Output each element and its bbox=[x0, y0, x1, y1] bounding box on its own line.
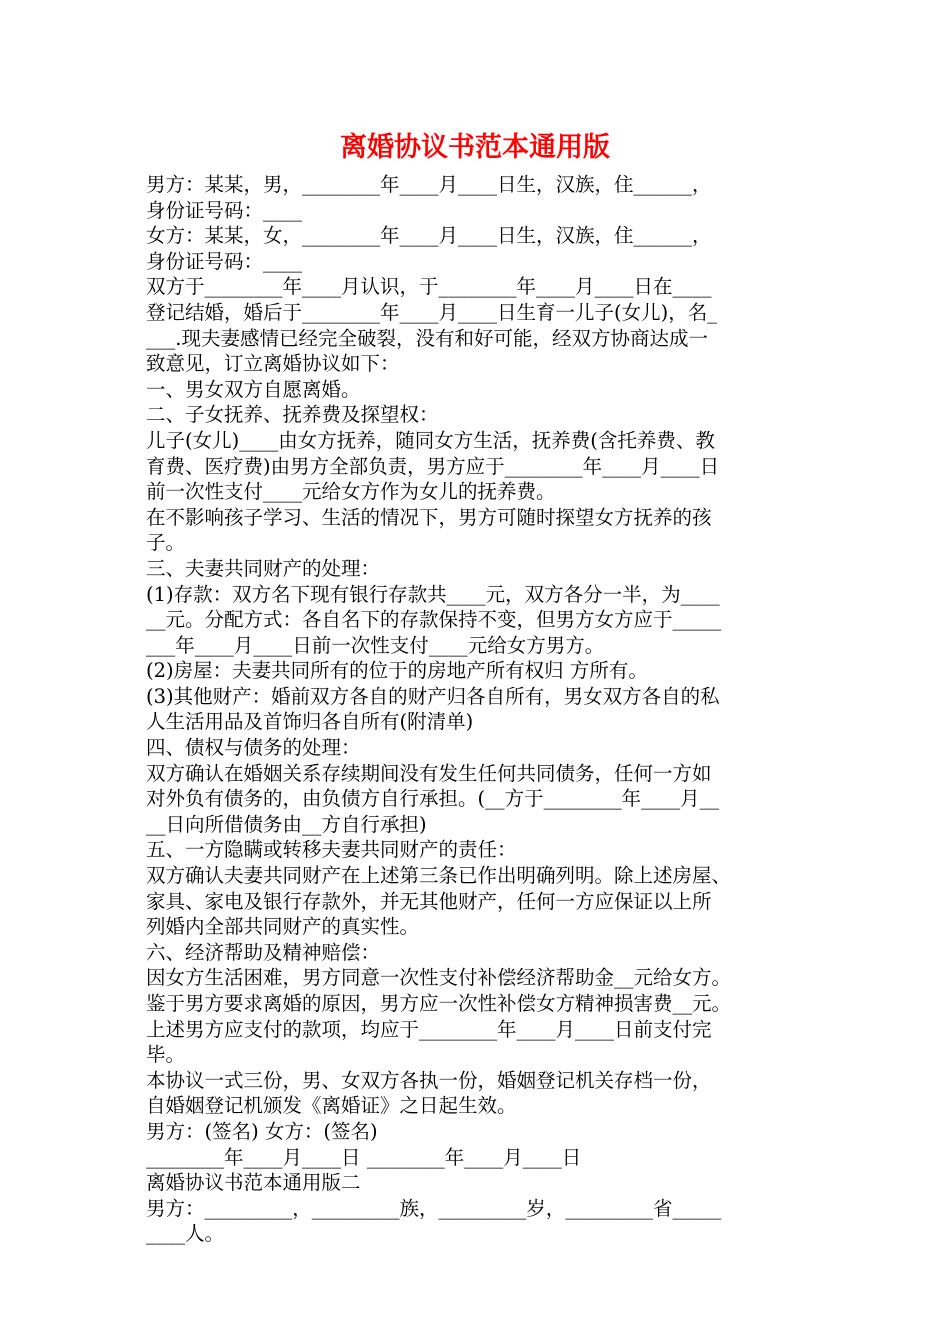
text-line: 五、一方隐瞒或转移夫妻共同财产的责任： bbox=[146, 838, 517, 862]
text-line: 致意见，订立离婚协议如下： bbox=[146, 352, 400, 376]
text-line: 身份证号码：____ bbox=[146, 198, 303, 222]
text-line: 双方确认夫妻共同财产在上述第三条已作出明确列明。除上述房屋、 bbox=[146, 864, 732, 888]
text-line: 自婚姻登记机颁发《离婚证》之日起生效。 bbox=[146, 1094, 517, 1118]
text-line: 对外负有债务的，由负债方自行承担。(__方于________年____月__ bbox=[146, 787, 720, 811]
text-line: 双方于________年____月认识，于________年____月____日在____ bbox=[146, 275, 712, 299]
text-line: __日向所借债务由__方自行承担) bbox=[146, 812, 427, 836]
text-line: 鉴于男方要求离婚的原因，男方应一次性补偿女方精神损害费__元。 bbox=[146, 992, 732, 1015]
text-line: 离婚协议书范本通用版二 bbox=[146, 1171, 361, 1195]
document-title: 离婚协议书范本通用版 bbox=[340, 132, 610, 163]
text-line: 上述男方应支付的款项，均应于________年____月____日前支付完 bbox=[146, 1017, 712, 1041]
text-line: 本协议一式三份，男、女双方各执一份，婚姻登记机关存档一份， bbox=[146, 1068, 712, 1092]
text-line: (2)房屋：夫妻共同所有的位于的房地产所有权归 方所有。 bbox=[146, 659, 648, 683]
text-line: ________年____月____日 ________年____月____日 bbox=[146, 1145, 582, 1169]
text-line: 育费、医疗费)由男方全部负责，男方应于________年____月____日 bbox=[146, 454, 720, 478]
text-line: 男方：(签名) 女方：(签名) bbox=[146, 1119, 378, 1143]
text-line: 双方确认在婚姻关系存续期间没有发生任何共同债务，任何一方如 bbox=[146, 761, 712, 785]
text-line: 家具、家电及银行存款外，并无其他财产，任何一方应保证以上所 bbox=[146, 889, 712, 913]
document-body bbox=[146, 172, 810, 1247]
text-line: 人生活用品及首饰归各自所有(附清单) bbox=[146, 710, 474, 734]
text-line: 列婚内全部共同财产的真实性。 bbox=[146, 915, 420, 939]
text-line: 一、男女双方自愿离婚。 bbox=[146, 377, 361, 401]
text-line: 三、夫妻共同财产的处理： bbox=[146, 556, 381, 580]
text-line: 六、经济帮助及精神赔偿： bbox=[146, 940, 381, 964]
text-line: ___年____月____日前一次性支付____元给女方男方。 bbox=[146, 633, 605, 657]
text-line: 前一次性支付____元给女方作为女儿的抚养费。 bbox=[146, 480, 556, 504]
text-line: 在不影响孩子学习、生活的情况下，男方可随时探望女方抚养的孩 bbox=[146, 505, 712, 529]
text-line: 身份证号码：____ bbox=[146, 249, 303, 273]
text-line: 男方：_________，_________族，_________岁，_________省_____ bbox=[146, 1196, 722, 1220]
text-line: 儿子(女儿)____由女方抚养，随同女方生活，抚养费(含托养费、教 bbox=[146, 428, 715, 452]
text-line: __元。分配方式：各自名下的存款保持不变，但男方女方应于_____ bbox=[146, 608, 722, 632]
text-line: 男方：某某，男，________年____月____日生，汉族，住______， bbox=[146, 173, 712, 196]
text-line: 登记结婚，婚后于________年____月____日生育一儿子(女儿)，名_ bbox=[146, 300, 717, 324]
text-line: 因女方生活困难，男方同意一次性支付补偿经济帮助金__元给女方。 bbox=[146, 966, 732, 990]
text-line: (1)存款：双方名下现有银行存款共____元，双方各分一半，为____ bbox=[146, 582, 720, 606]
text-line: (3)其他财产：婚前双方各自的财产归各自所有，男女双方各自的私 bbox=[146, 684, 720, 708]
text-line: 四、债权与债务的处理： bbox=[146, 736, 361, 760]
text-line: ___.现夫妻感情已经完全破裂，没有和好可能，经双方协商达成一 bbox=[146, 326, 708, 350]
text-line: 子。 bbox=[146, 531, 186, 555]
text-line: 女方：某某，女，________年____月____日生，汉族，住______， bbox=[146, 224, 712, 248]
text-line: 毕。 bbox=[146, 1043, 186, 1067]
text-line: 二、子女抚养、抚养费及探望权： bbox=[146, 403, 439, 427]
text-line: ____人。 bbox=[146, 1222, 225, 1246]
